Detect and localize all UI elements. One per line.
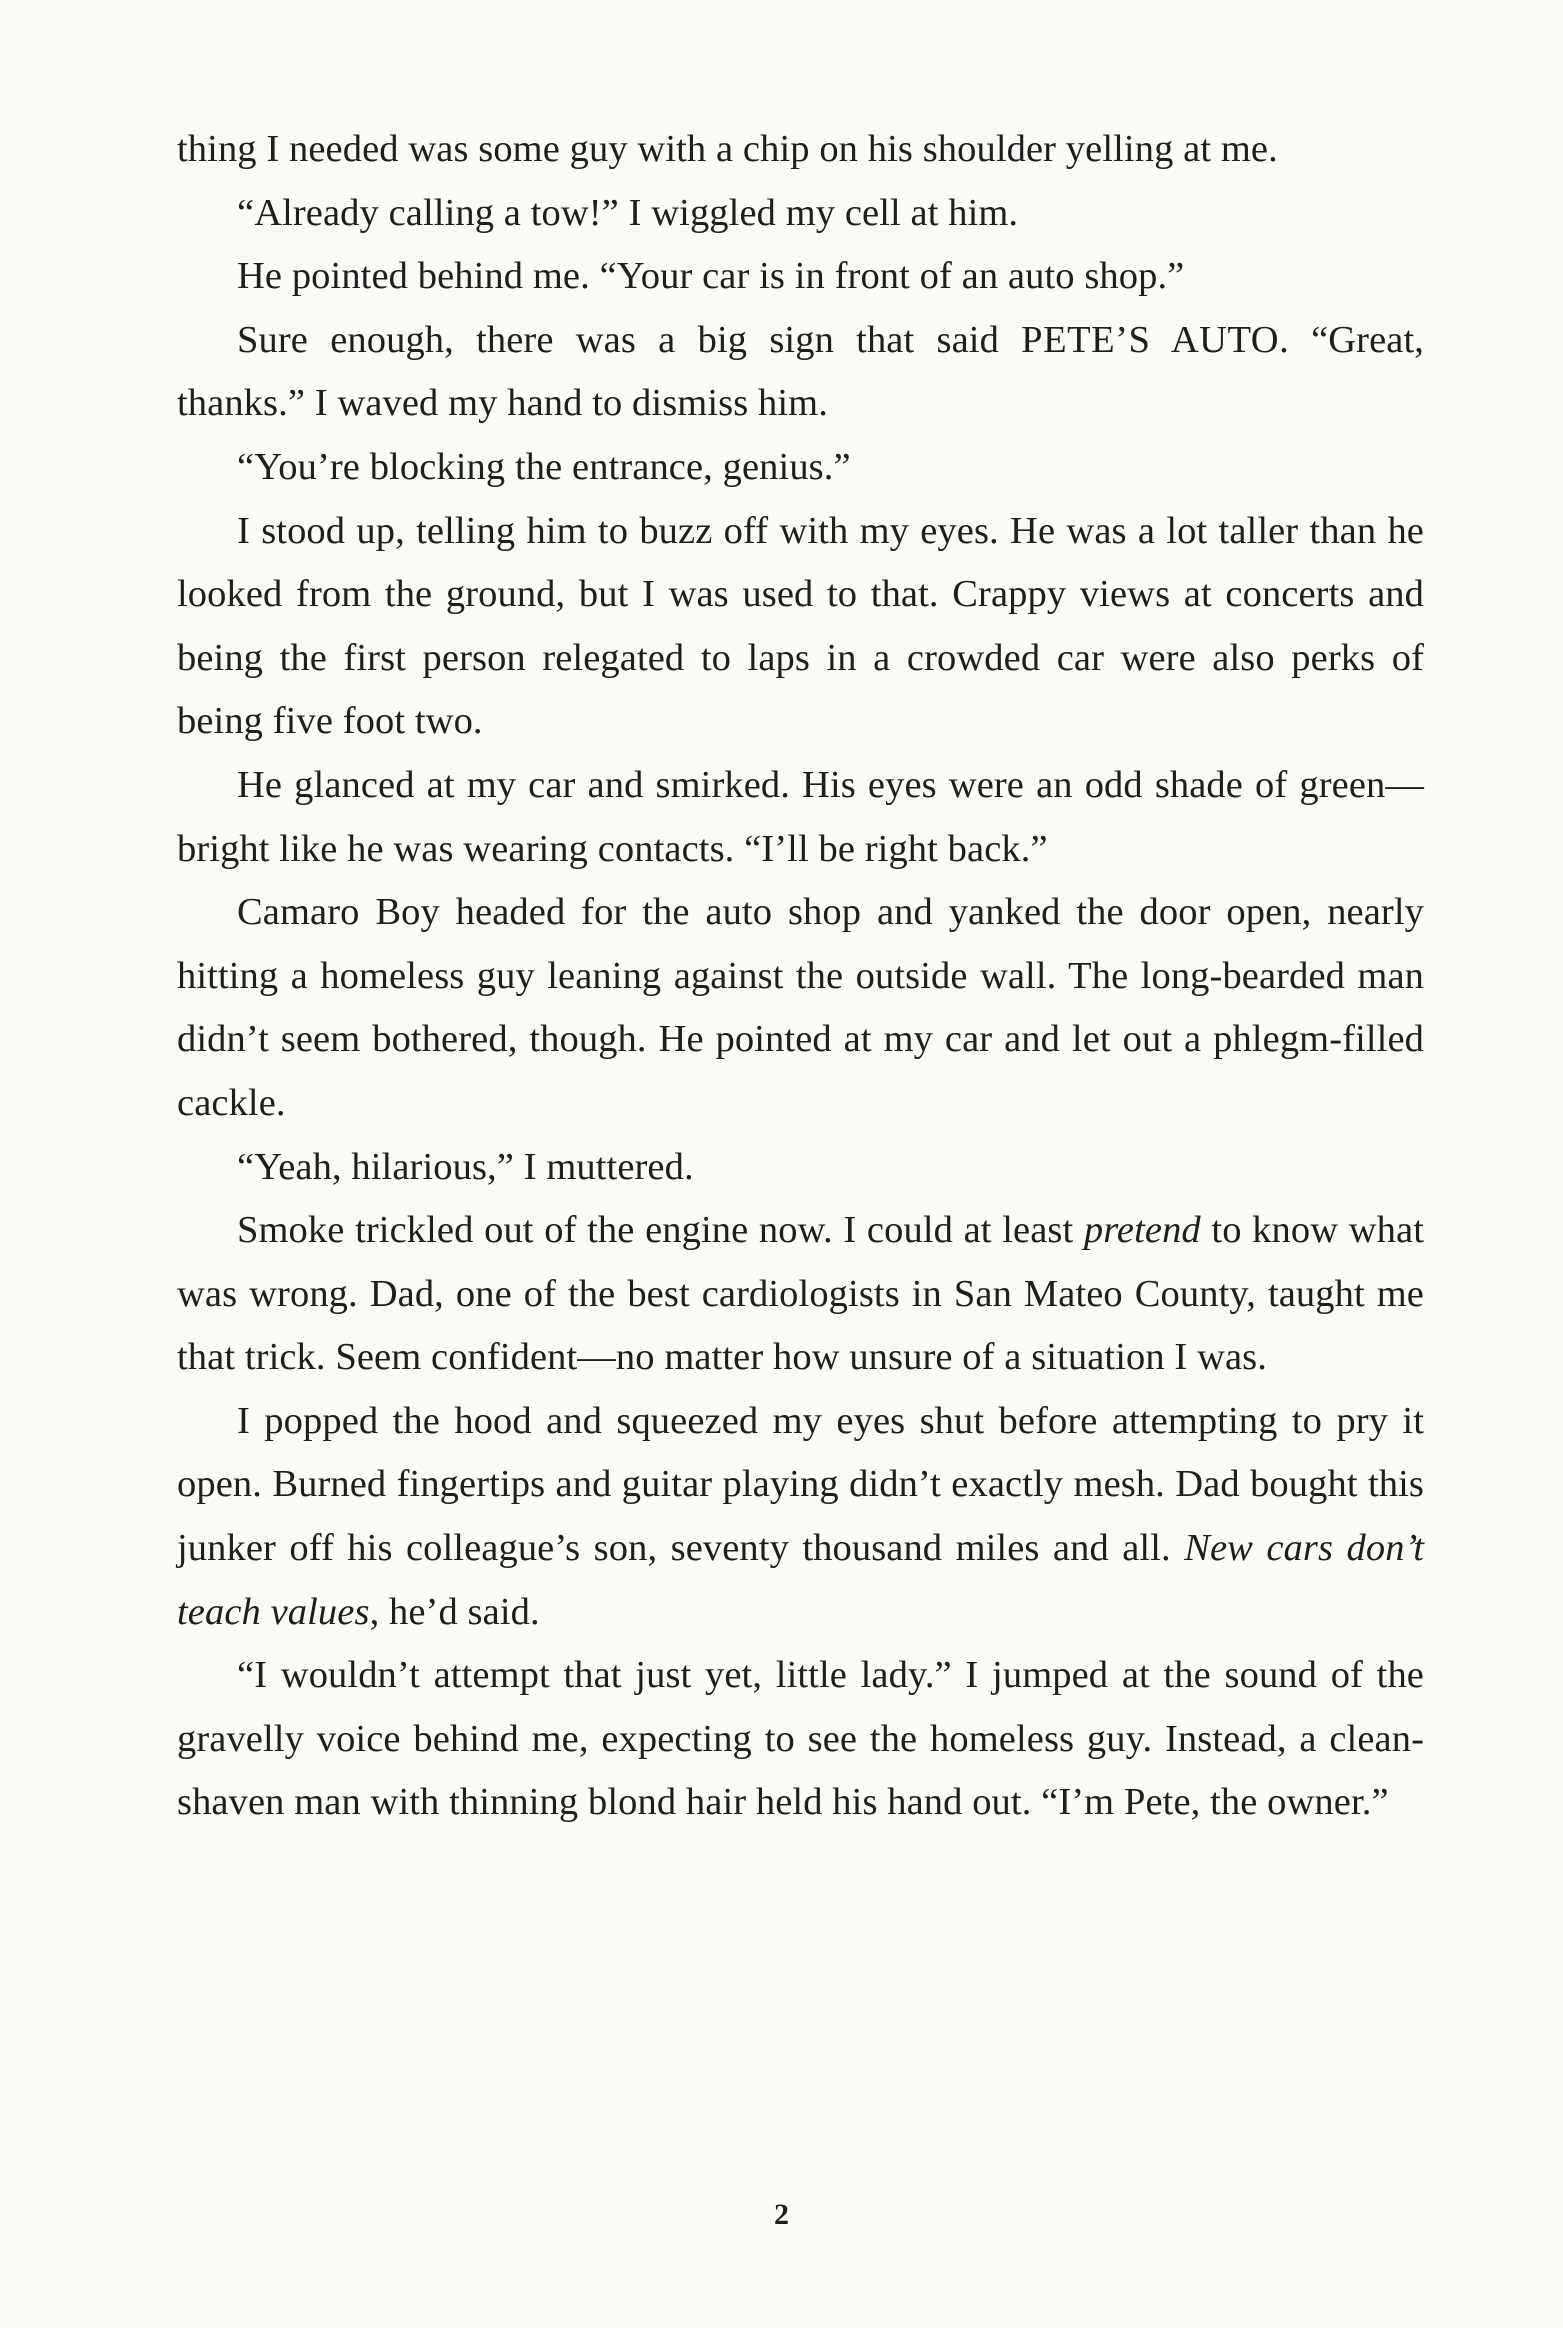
paragraph (177, 1390, 1424, 1644)
paragraph-text: Smoke trickled out of the engine now. I could at least (237, 1209, 1084, 1252)
paragraph: I stood up, telling him to buzz off with my eyes. He was a lot taller than he looked from the ground, but I was used to that. Crappy views at concerts and being the first person relegated to laps in a crowded car were also perks of being five foot two. (177, 509, 1424, 743)
emphasis-text: New cars don’t teach values (177, 1527, 1424, 1633)
emphasis-text: pretend (1083, 1209, 1201, 1252)
paragraph: He glanced at my car and smirked. His eyes were an odd shade of green—bright like he was wearing contacts. “I’ll be right back.” (177, 763, 1424, 870)
paragraph-text: , he’d said. (369, 1590, 540, 1633)
paragraph (177, 309, 1424, 436)
paragraph: Camaro Boy headed for the auto shop and yanked the door open, nearly hitting a homeless guy leaning against the outside wall. The long-bearded man didn’t seem bothered, though. He pointed at my car and let out a phlegm-filled cackle. (177, 891, 1424, 1124)
paragraph-text: Sure enough, there was a big sign that said (237, 318, 1022, 361)
paragraph: He pointed behind me. “Your car is in front of an auto shop.” (237, 255, 1185, 298)
page-number: 2 (774, 2198, 789, 2231)
paragraph: “You’re blocking the entrance, genius.” (237, 445, 851, 488)
paragraph-text: I popped the hood and squeezed my eyes shut before attempting to pry it open. Burned fingertips and guitar playing didn’t exactly mesh. Dad bought this junker off his colleague’s son, seventy thousand miles and all. (177, 1399, 1424, 1570)
paragraph: “Yeah, hilarious,” I muttered. (237, 1145, 694, 1188)
paragraph: “Already calling a tow!” I wiggled my cell at him. (237, 191, 1019, 234)
body-text (177, 118, 1424, 1835)
paragraph: thing I needed was some guy with a chip on his shoulder yelling at me. (177, 128, 1278, 170)
shop-sign-text: PETE’S AUTO (1021, 318, 1280, 361)
paragraph-text: to know what was wrong. Dad, one of the best cardiologists in San Mateo County, taught me that trick. Seem confident—no matter how unsure of a situation I was. (177, 1209, 1425, 1379)
paragraph-text: . “Great, thanks.” I waved my hand to dismiss him. (177, 318, 1424, 425)
paragraph: “I wouldn’t attempt that just yet, little lady.” I jumped at the sound of the gravelly voice behind me, expecting to see the homeless guy. Instead, a clean-shaven man with thinning blond hair held his hand out. “I’m Pete, the owner.” (177, 1654, 1424, 1824)
paragraph (177, 1199, 1424, 1390)
